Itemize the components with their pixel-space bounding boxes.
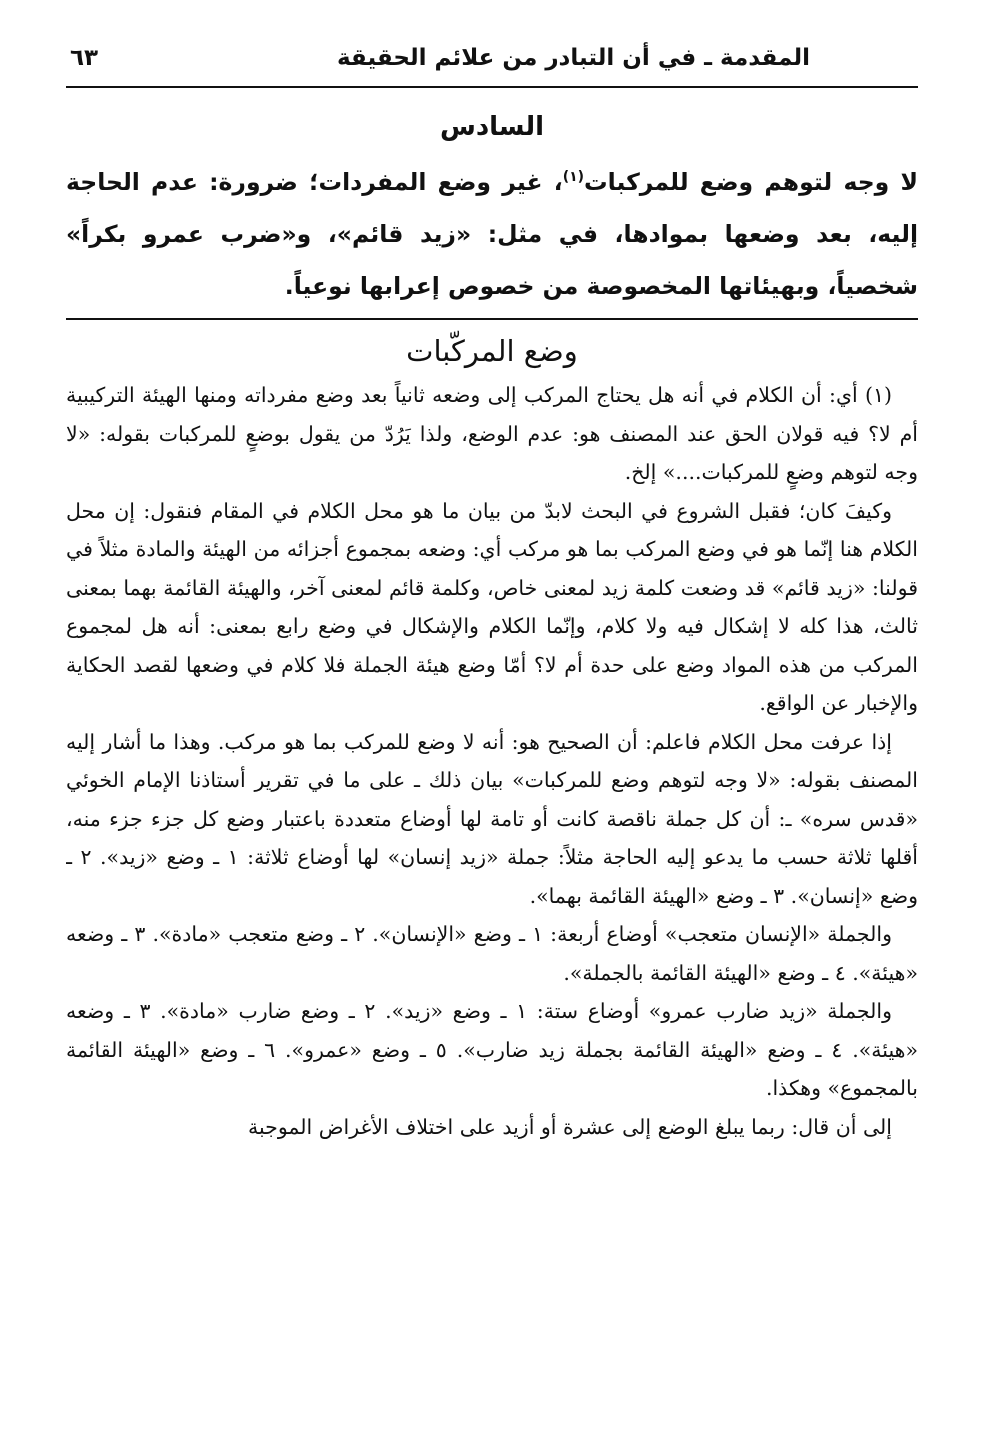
- commentary-paragraph: والجملة «زيد ضارب عمرو» أوضاع ستة: ١ ـ وضع «زيد». ٢ ـ وضع ضارب «مادة». ٣ ـ وضعه «هيئة». ٤ ـ وضع «الهيئة القائمة بجملة زيد ضارب». ٥ ـ وضع «عمرو». ٦ ـ وضع «الهيئة القائمة بالمجموع» وهكذا.: [66, 999, 918, 1100]
- commentary-title: وضع المركّبات: [406, 334, 578, 368]
- page-header: [66, 30, 918, 86]
- commentary-paragraph: إذا عرفت محل الكلام فاعلم: أن الصحيح هو: أنه لا وضع للمركب بما هو مركب. وهذا ما أشار إليه المصنف بقوله: «لا وجه لتوهم وضع للمركبات» بيان ذلك ـ على ما في تقرير أستاذنا الإمام الخوئي «قدس سره» ـ: أن كل جملة ناقصة كانت أو تامة لها أوضاع متعددة باعتبار وضع كل جزء جزء منه، أقلها ثلاثة حسب ما يدعو إليه الحاجة مثلاً: جملة «زيد إنسان» لها أوضاع ثلاثة: ١ ـ وضع «زيد». ٢ ـ وضع «إنسان». ٣ ـ وضع «الهيئة القائمة بهما».: [66, 729, 918, 908]
- matn-divider: [66, 318, 918, 320]
- book-page: [66, 30, 918, 1440]
- commentary-paragraph: والجملة «الإنسان متعجب» أوضاع أربعة: ١ ـ وضع «الإنسان». ٢ ـ وضع متعجب «مادة». ٣ ـ وضعه «هيئة». ٤ ـ وضع «الهيئة القائمة بالجملة».: [66, 922, 918, 985]
- matn-title: السادس: [439, 112, 545, 142]
- matn-section: [66, 112, 918, 312]
- page-number: ٦٣: [70, 45, 99, 71]
- footnote-reference: (١): [562, 169, 585, 186]
- running-title: المقدمة ـ في أن التبادر من علائم الحقيقة: [336, 45, 810, 71]
- commentary-paragraph: إلى أن قال: ربما يبلغ الوضع إلى عشرة أو أزيد على اختلاف الأغراض الموجبة: [247, 1114, 892, 1139]
- matn-text-after-note: ، غير وضع المفردات؛ ضرورة: عدم الحاجة إليه، بعد وضعها بموادها، في مثل: «زيد قائم»، و«ضرب عمرو بكراً» شخصياً، وبهيئاتها المخصوصة من خصوص إعرابها نوعياً.: [66, 168, 918, 300]
- commentary-paragraph: (١) أي: أن الكلام في أنه هل يحتاج المركب إلى وضعه ثانياً بعد وضع مفرداته ومنها الهيئة التركيبية أم لا؟ فيه قولان الحق عند المصنف هو: عدم الوضع، ولذا يَرُدّ من يقول بوضعٍ للمركبات بقوله: «لا وجه لتوهم وضعٍ للمركبات....» إلخ.: [66, 383, 918, 484]
- matn-text: [66, 156, 918, 312]
- commentary-paragraph: وكيفَ كان؛ فقبل الشروع في البحث لابدّ من بيان ما هو محل الكلام في المقام فنقول: إن محل الكلام هنا إنّما هو في وضع المركب بما هو مركب أي: وضعه بمجموع أجزائه من الهيئة والمادة مثلاً في قولنا: «زيد قائم» قد وضعت كلمة زيد لمعنى خاص، وكلمة قائم لمعنى آخر، والهيئة القائمة بهما بمعنى ثالث، هذا كله لا إشكال فيه ولا كلام، وإنّما الكلام والإشكال في وضع رابع بمعنى: أنه هل لمجموع المركب من هذه المواد وضع على حدة أم لا؟ أمّا وضع هيئة الجملة فلا كلام في وضعها لقصد الحكاية والإخبار عن الواقع.: [66, 498, 918, 715]
- matn-text-before-note: لا وجه لتوهم وضع للمركبات: [584, 168, 918, 196]
- header-rule: [66, 86, 918, 88]
- commentary-section: [66, 334, 918, 1146]
